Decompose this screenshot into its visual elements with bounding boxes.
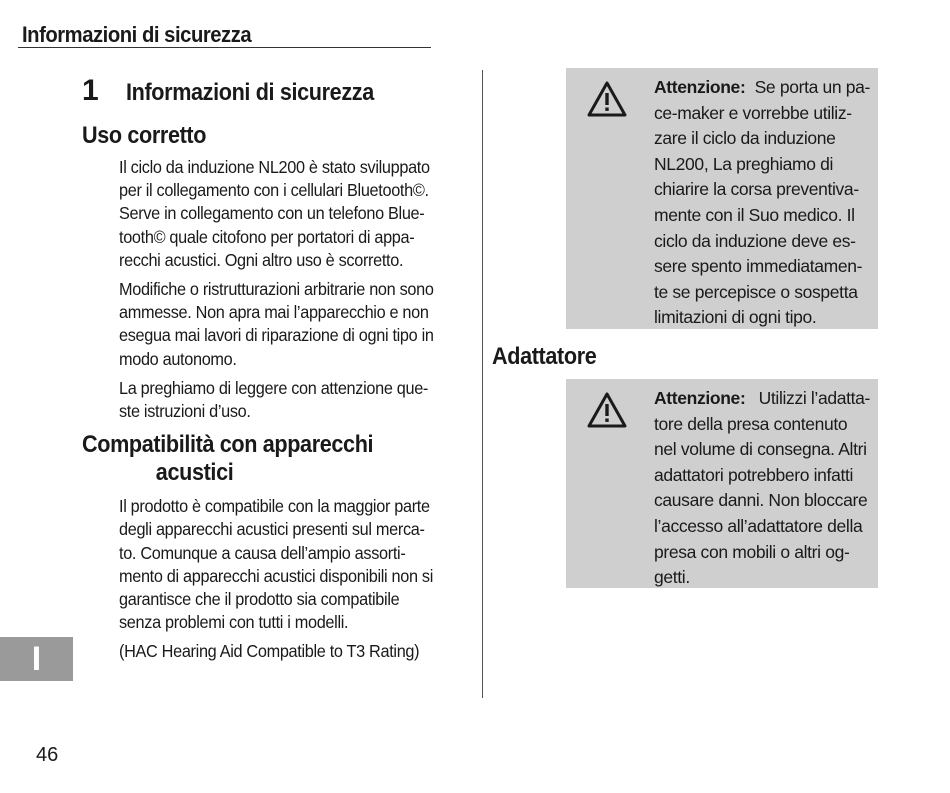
warning-text: Attenzione: Utilizzi l’adatta- tore della presa contenuto nel volume di consegna. Altri adattatori potrebbero infatti causare danni. Non bloccare l’accesso all’adattatore della presa con mobili o altri og- getti. bbox=[654, 388, 870, 588]
warning-triangle-icon bbox=[586, 391, 628, 429]
paragraph: Modifiche o ristrutturazioni arbitrarie non sono ammesse. Non apra mai l’apparecchio e non esegua mai lavori di riparazione di ogni tipo in modo autonomo. bbox=[119, 279, 434, 369]
section-heading-compatibilita: Compatibilità con apparecchi acustici bbox=[82, 431, 374, 487]
header-rule bbox=[18, 47, 431, 48]
page-header: Informazioni di sicurezza bbox=[22, 22, 252, 47]
section-heading-uso-corretto: Uso corretto bbox=[82, 122, 207, 149]
left-column bbox=[82, 70, 474, 670]
section-heading-adattatore: Adattatore bbox=[492, 343, 597, 370]
right-column bbox=[492, 68, 878, 588]
chapter-number: 1 bbox=[82, 74, 99, 107]
warning-box-pacemaker bbox=[566, 68, 878, 329]
chapter-heading bbox=[82, 74, 474, 108]
language-tab: I bbox=[0, 637, 73, 681]
uso-corretto-body bbox=[119, 156, 449, 423]
compatibilita-body bbox=[119, 495, 449, 663]
chapter-title: Informazioni di sicurezza bbox=[126, 79, 374, 106]
paragraph: Il prodotto è compatibile con la maggior parte degli apparecchi acustici presenti sul merca- to. Comunque a causa dell’ampio assorti- mento di apparecchi acustici disponibili non si garantisce che il prodotto sia compatibile senza problemi con tutti i modelli. bbox=[119, 496, 434, 633]
warning-triangle-icon bbox=[586, 80, 628, 118]
paragraph: Il ciclo da induzione NL200 è stato sviluppato per il collegamento con i cellulari Bluetooth©. Serve in collegamento con un telefono Blue- tooth© quale citofono per portatori di appa- recchi acustici. Ogni altro uso è scorretto. bbox=[119, 157, 430, 270]
warning-box-adattatore bbox=[566, 379, 878, 588]
column-divider bbox=[482, 70, 483, 698]
page-number: 46 bbox=[36, 744, 59, 766]
paragraph: La preghiamo di leggere con attenzione que- ste istruzioni d’uso. bbox=[119, 377, 429, 422]
warning-text: Attenzione: Se porta un pa- ce-maker e vorrebbe utiliz- zare il ciclo da induzione NL200, La preghiamo di chiarire la corsa preventiva- mente con il Suo medico. Il ciclo da induzione deve es- sere spento immediatamen- te se percepisce o sospetta limitazioni di ogni tipo. bbox=[654, 77, 870, 328]
paragraph: (HAC Hearing Aid Compatible to T3 Rating) bbox=[119, 641, 420, 662]
